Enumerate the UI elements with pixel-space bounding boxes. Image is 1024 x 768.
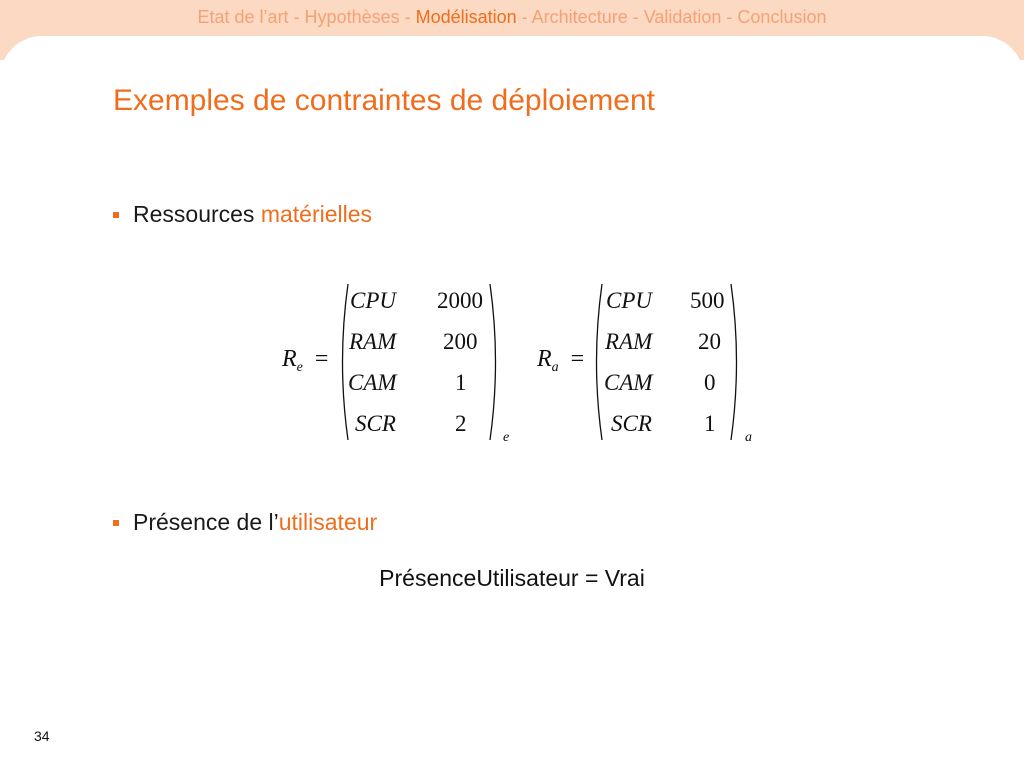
matrix-cell-value: 20 [698,329,721,354]
matrix-cell-name: CAM [604,370,653,395]
bullet-highlight: matérielles [260,201,373,227]
matrix-cell-value: 200 [443,329,478,354]
matrix-cell-value: 0 [704,370,716,395]
matrix-lhs-subscript: e [296,360,303,375]
left-paren-icon [590,282,604,442]
nav-sections-after: - Architecture - Validation - Conclusion [516,7,827,27]
matrix-lhs-subscript: a [551,360,559,375]
bullet-marker-icon [113,212,119,218]
matrix-subscript: a [745,430,752,445]
matrix-subscript: e [503,430,510,445]
matrix-cell-value: 1 [704,411,716,436]
bullet-text: Présence de l’ [133,509,279,535]
matrix-cell-name: CPU [606,288,652,313]
page-number: 34 [34,728,50,744]
nav-active-section: Modélisation [415,7,517,27]
matrix-cell-value: 500 [690,288,725,313]
bullet-user-presence [113,509,377,536]
nav-sections-before: Etat de l’art - Hypothèses - [197,7,416,27]
matrix-lhs-symbol: R [282,346,297,372]
equals-sign: = [314,346,329,372]
bullet-hardware-resources [113,201,372,228]
matrix-lhs [537,346,584,376]
matrix-cell-name: RAM [349,329,397,354]
right-paren-icon [488,282,502,442]
slide-title: Exemples de contraintes de déploiement [113,84,655,117]
slide-panel [0,36,1024,768]
presence-equation: PrésenceUtilisateur = Vrai [379,565,645,591]
bullet-marker-icon [113,520,119,526]
matrix-cell-value: 1 [455,370,467,395]
bullet-text: Ressources [133,201,261,227]
matrix-cell-value: 2000 [437,288,483,313]
right-paren-icon [729,282,743,442]
bullet-highlight: utilisateur [278,509,378,535]
matrix-lhs [282,346,328,376]
matrix-cell-name: CAM [348,370,397,395]
section-navigation [0,7,1024,28]
left-paren-icon [336,282,350,442]
matrix-cell-value: 2 [455,411,467,436]
matrix-cell-name: RAM [605,329,653,354]
matrix-cell-name: SCR [355,411,396,436]
matrix-lhs-symbol: R [537,346,552,372]
matrix-cell-name: CPU [350,288,396,313]
equals-sign: = [570,346,585,372]
matrix-cell-name: SCR [611,411,652,436]
